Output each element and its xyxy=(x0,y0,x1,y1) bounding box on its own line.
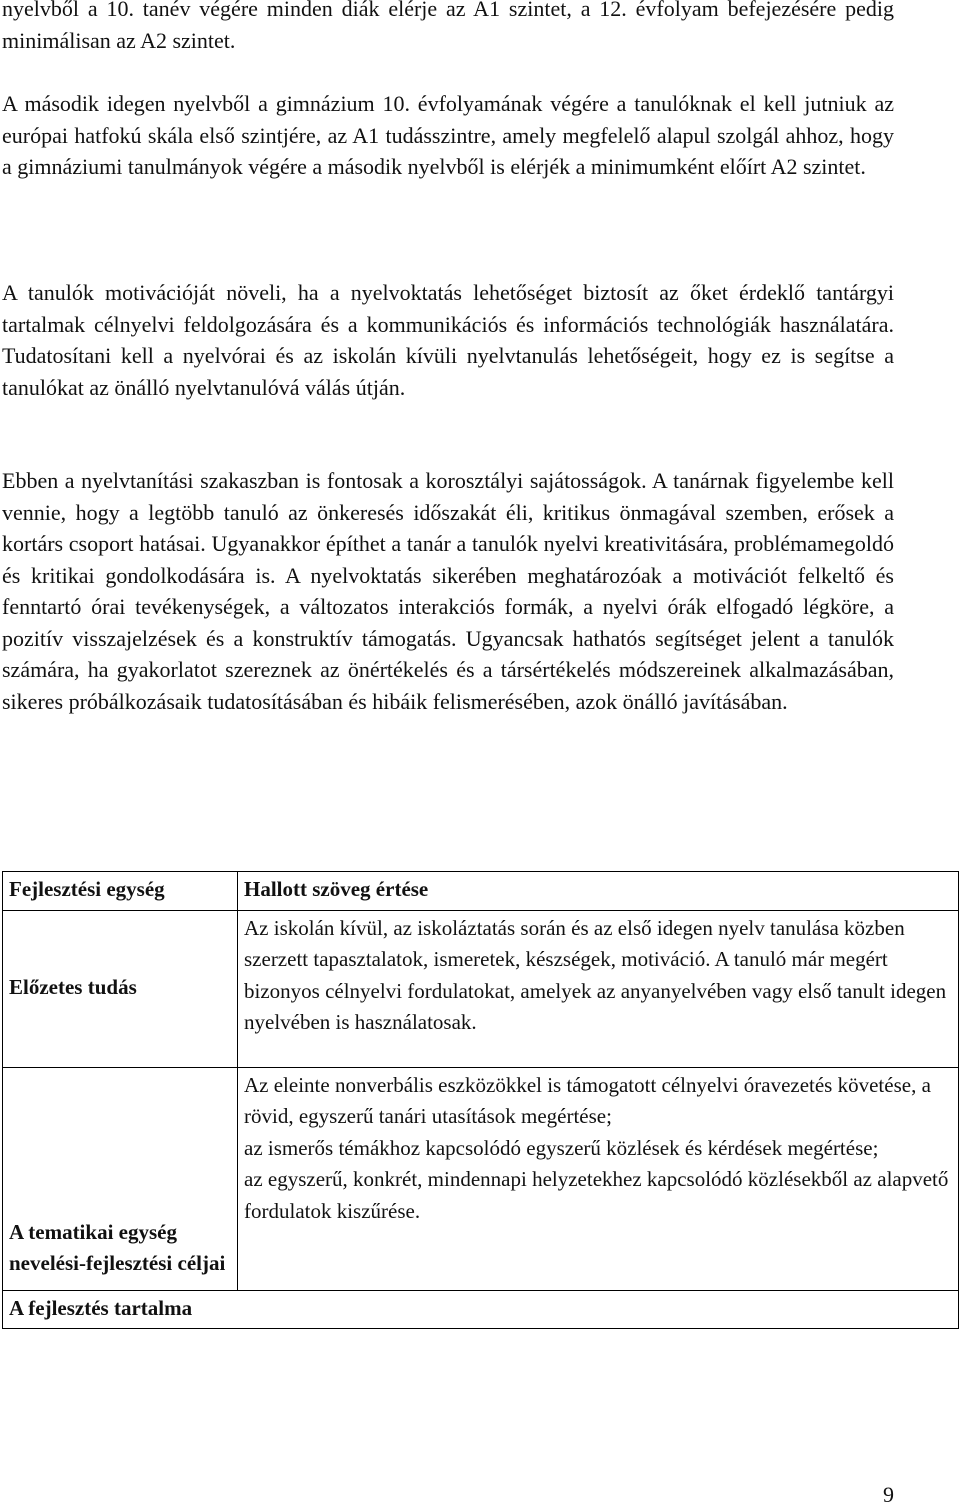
table-row-prior-knowledge xyxy=(3,910,959,1067)
goal-item: Az eleinte nonverbális eszközökkel is támogatott célnyelvi óravezetés követése, a rövid, egyszerű tanári utasítások megértése; xyxy=(244,1072,931,1128)
content-heading-cell: A fejlesztés tartalma xyxy=(3,1290,959,1329)
goal-item: az egyszerű, konkrét, mindennapi helyzetekhez kapcsolódó közlésekből az alapvető fordulatok kiszűrése. xyxy=(244,1167,949,1223)
paragraph-3: A tanulók motivációját növeli, ha a nyelvoktatás lehetőséget biztosít az őket érdeklő tantárgyi tartalmak célnyelvi feldolgozására és a kommunikációs és információs technológiák használatára. Tudatosítani kell a nyelvórai és az iskolán kívüli nyelvtanulás lehetőségeit, hogy ez is segítse a tanulókat az önálló nyelvtanulóvá válás útján. xyxy=(2,280,894,400)
prior-knowledge-value-cell: Az iskolán kívül, az iskoláztatás során és az első idegen nyelv tanulása közben szerzett tapasztalatok, ismeretek, készségek, motiváció. A tanuló már megért bizonyos célnyelvi fordulatokat, amelyek az anyanyelvében vagy első tanult idegen nyelvében is használatosak. xyxy=(238,910,959,1067)
goals-value-cell xyxy=(238,1067,959,1290)
unit-label-cell: Fejlesztési egység xyxy=(3,872,238,911)
page-number: 9 xyxy=(883,1482,894,1507)
goal-item: az ismerős témákhoz kapcsolódó egyszerű közlések és kérdések megértése; xyxy=(244,1135,879,1160)
table-row-unit xyxy=(3,872,959,911)
table-row-goals xyxy=(3,1067,959,1290)
paragraph-1: nyelvből a 10. tanév végére minden diák elérje az A1 szintet, a 12. évfolyam befejezésére pedig minimálisan az A2 szintet. xyxy=(2,0,894,53)
unit-value-cell: Hallott szöveg értése xyxy=(238,872,959,911)
prior-knowledge-label-cell: Előzetes tudás xyxy=(3,910,238,1067)
paragraph-2: A második idegen nyelvből a gimnázium 10. évfolyamának végére a tanulóknak el kell jutniuk az európai hatfokú skála első szintjére, az A1 tudásszintre, amely megfelelő alapul szolgál ahhoz, hogy a gimnáziumi tanulmányok végére a második nyelvből is elérjék a minimumként előírt A2 szintet. xyxy=(2,91,894,179)
development-unit-table xyxy=(2,871,959,1329)
goals-label-cell: A tematikai egység nevelési-fejlesztési céljai xyxy=(3,1067,238,1290)
table-row-content-heading xyxy=(3,1290,959,1329)
paragraph-4: Ebben a nyelvtanítási szakaszban is fontosak a korosztályi sajátosságok. A tanárnak figyelembe kell vennie, hogy a legtöbb tanuló az önkeresés időszakát éli, kritikus önmagával szemben, erősek a kortárs csoport hatásai. Ugyanakkor építhet a tanár a tanulók nyelvi kreativitására, problémamegoldó és kritikai gondolkodására is. A nyelvoktatás sikerében meghatározóak a motivációt felkeltő és fenntartó órai tevékenységek, a változatos interakciós formák, a nyelvi órák elfogadó légköre, a pozitív visszajelzések és a konstruktív támogatás. Ugyancsak hathatós segítséget jelent a tanulók számára, ha gyakorlatot szereznek az önértékelés és a társértékelés módszereinek alkalmazásában, sikeres próbálkozásaik tudatosításában és hibáik felismerésében, azok önálló javításában. xyxy=(2,468,894,714)
